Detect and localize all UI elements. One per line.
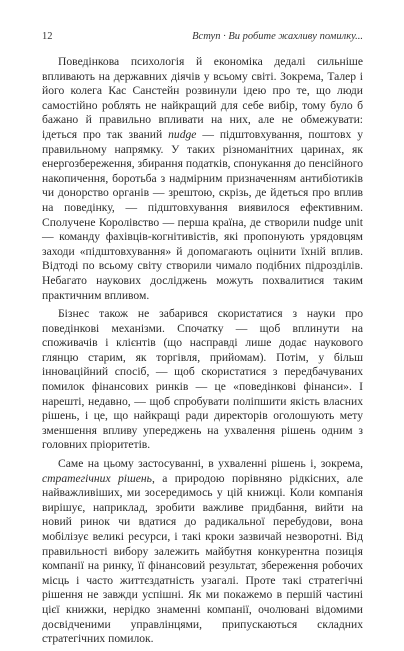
- paragraph-3-text-b: , а природою порівняно рідкісних, але найважливіших, ми зосередимось у цій книжці. Коли компанія вирішує, наприклад, зробити важливе придбання, вийти на новий ринок чи вдатися до радикальної перебудови, вона мобілізує великі ресурси, і такі кроки зазвичай незворотні. Від правильності вибору залежить майбутня конкурентна позиція компанії на ринку, її фінансовий результат, збереження робочих місць і часто життєздатність узагалі. Проте такі стратегічні рішення не завжди успішні. Як ми покажемо в першій частині цієї книжки, нерідко знаменні компанії, очолювані відомими досвідченими управлінцями, припускаються складних стратегічних помилок.: [42, 471, 363, 646]
- page-number: 12: [42, 31, 53, 42]
- paragraph-1-italic-term: nudge: [168, 127, 197, 141]
- page-header: [42, 31, 363, 47]
- paragraph-3-text-a: Саме на цьому застосуванні, в ухваленні рішень і, зокрема,: [58, 457, 363, 471]
- paragraph-2-text: Бізнес також не забарився скористатися з науки про поведінкові механізми. Спочатку — щоб вплинути на споживачів і клієнтів (що насправді лише додає наукового глянцю старим, як торгівля, прийомам). Потім, у більш інноваційний спосіб, — щоб скористатися з передбачуваних помилок фінансових ринків — це «поведінкові фінанси». І нарешті, недавно, — щоб спробувати поліпшити якість власних рішень, і це, що найкращі ради директорів оголошують мету зменшення впливу упереджень на ухвалення рішень одним з головних пріоритетів.: [42, 307, 363, 452]
- paragraph-3-italic-term: стратегічних рішень: [42, 471, 152, 485]
- body-text: [42, 55, 363, 651]
- paragraph-1-text-b: — підштовхування, поштовх у правильному напрямку. У таких різноманітних царинах, як енергозбереження, збирання податків, спонукання до пенсійного накопичення, боротьба з надмірним призначенням антибіотиків чи донорство органів — зрештою, скрізь, де йдеться про вплив на поведінку, — підштовхування виявилося ефективним. Сполучене Королівство — перша країна, де створили nudge unit — команду фахівців-когнітивістів, які пропонують урядовцям заходи «підштовхування» й допомагають оцінити їхній вплив. Відтоді по всьому світу створили чимало подібних підрозділів. Небагато наукових досліджень можуть похвалитися таким практичним впливом.: [42, 127, 364, 302]
- paragraph-1: [42, 55, 363, 303]
- running-head: Вступ · Ви робите жахливу помилку...: [192, 31, 363, 42]
- paragraph-1-text-a: Поведінкова психологія й економіка дедалі сильніше впливають на державних діячів у всьому світі. Зокрема, Талер і його колега Кас Санстейн розвинули ідею про те, що люди самостійно роблять не найкращий для себе вибір, тому було б бажано й правильно впливати на них, але не обмежувати: ідеться про так званий: [42, 55, 363, 141]
- paragraph-2: [42, 307, 363, 453]
- paragraph-3: [42, 457, 363, 647]
